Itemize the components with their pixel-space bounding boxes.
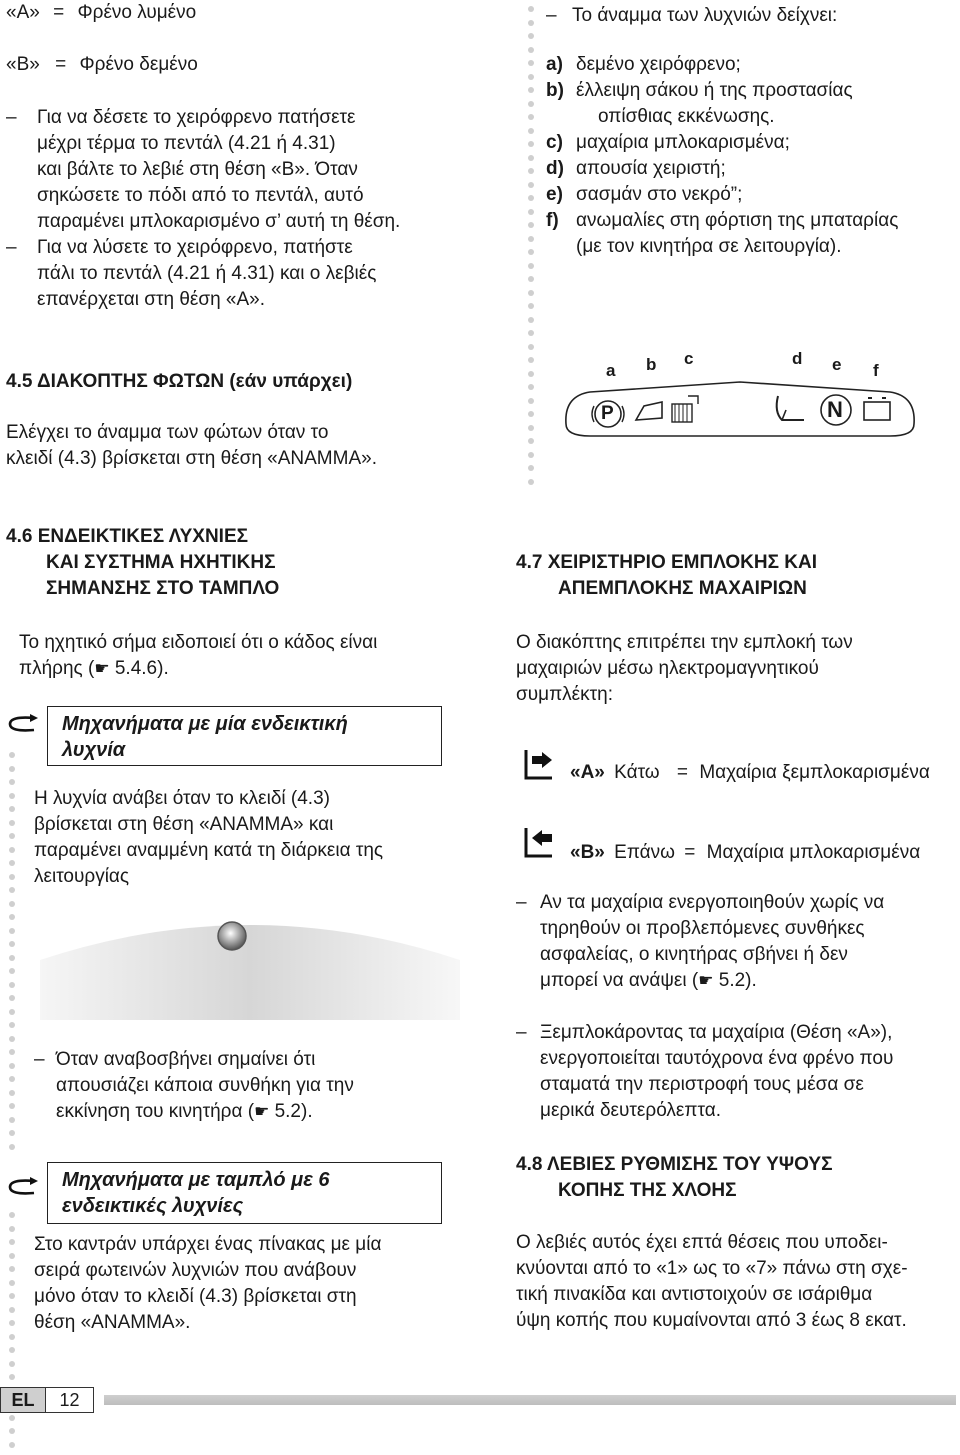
panel-label-c: c bbox=[684, 349, 694, 368]
footer-lang-badge: EL bbox=[0, 1387, 46, 1413]
section-4-6-intro bbox=[19, 630, 377, 682]
list-item bbox=[546, 208, 898, 234]
pointer-icon: ☛ bbox=[698, 971, 714, 991]
pos-b-eq: = bbox=[55, 54, 67, 75]
pos-a-eq: = bbox=[53, 2, 65, 23]
text-line: Αν τα μαχαίρια ενεργοποιηθούν χωρίς να bbox=[540, 892, 885, 913]
blade-bullet-1-dash: – bbox=[516, 892, 527, 913]
text-line: πάλι το πεντάλ (4.21 ή 4.31) και ο λεβιές bbox=[37, 263, 377, 284]
footer-page-number: 12 bbox=[46, 1387, 94, 1413]
item-text: δεμένο χειρόφρενο; bbox=[576, 54, 741, 75]
list-item bbox=[546, 52, 898, 78]
pos-b-text: Μαχαίρια μπλοκαρισμένα bbox=[706, 842, 921, 863]
text-line: λυχνία bbox=[62, 739, 126, 761]
text-line: μόνο όταν το κλειδί (4.3) βρίσκεται στη bbox=[34, 1286, 357, 1307]
dotted-divider bbox=[528, 6, 536, 492]
text-line: Στο καντράν υπάρχει ένας πίνακας με μία bbox=[34, 1234, 382, 1255]
item-text: οπίσθιας εκκένωσης. bbox=[598, 106, 775, 127]
title-line: 4.8 ΛΕΒΙΕΣ ΡΥΘΜΙΣΗΣ ΤΟΥ ΥΨΟΥΣ bbox=[516, 1154, 833, 1175]
lamp-panel-image bbox=[40, 900, 460, 1020]
text-line: ύψη κοπής που κυμαίνονται από 3 έως 8 εκατ. bbox=[516, 1310, 907, 1331]
lamps-intro-dash: – bbox=[546, 5, 557, 26]
blade-bullet-2-dash: – bbox=[516, 1022, 527, 1043]
pos-a-eq: = bbox=[676, 762, 689, 783]
pos-b-text: Φρένο δεμένο bbox=[79, 54, 198, 75]
text-line: Το ηχητικό σήμα ειδοποιεί ότι ο κάδος είναι bbox=[19, 632, 378, 653]
text-line: τηρηθούν οι προβλεπόμενες συνθήκες bbox=[540, 918, 865, 939]
text-line: τική πινακίδα και αντιστοιχούν σε ισάριθμα bbox=[516, 1284, 873, 1305]
text-line: λειτουργίας bbox=[34, 866, 130, 887]
blade-pos-a bbox=[570, 760, 930, 786]
text-line: παραμένει μπλοκαρισμένο σ’ αυτή τη θέση. bbox=[37, 211, 401, 232]
pos-b-key: «B» bbox=[570, 842, 605, 863]
pos-a-dir: Κάτω bbox=[614, 762, 660, 783]
text-line: απουσιάζει κάποια συνθήκη για την bbox=[56, 1075, 354, 1096]
item-key: c) bbox=[546, 132, 563, 153]
text-line: ασφαλείας, ο κινητήρας σβήνει ή δεν bbox=[540, 944, 848, 965]
text-line: κνύονται από το «1» ως το «7» πάνω στη σχε- bbox=[516, 1258, 908, 1279]
panel-label-b: b bbox=[646, 355, 657, 374]
text-line: Ελέγχει το άναμμα των φώτων όταν το bbox=[6, 422, 329, 443]
panel-label-e: e bbox=[832, 355, 842, 374]
title-line: ΑΠΕΜΠΛΟΚΗΣ ΜΑΧΑΙΡΙΩΝ bbox=[558, 578, 807, 599]
text-line: ενδεικτικές λυχνίες bbox=[62, 1195, 244, 1217]
text-line: Ο διακόπτης επιτρέπει την εμπλοκή των bbox=[516, 632, 853, 653]
item-key: f) bbox=[546, 210, 559, 231]
text-line: σηκώσετε το πόδι από το πεντάλ, αυτό bbox=[37, 185, 364, 206]
curved-arrow-icon bbox=[4, 1175, 44, 1199]
brake-bullet-2 bbox=[37, 235, 376, 313]
box-six-lamps bbox=[47, 1162, 442, 1224]
list-item bbox=[546, 182, 898, 208]
pos-a-key: «A» bbox=[570, 762, 605, 783]
text-line: βρίσκεται στη θέση «ΑΝΑΜΜΑ» και bbox=[34, 814, 334, 835]
text-line: μαχαιριών μέσω ηλεκτρομαγνητικού bbox=[516, 658, 819, 679]
panel-n-symbol: N bbox=[827, 397, 843, 422]
title-line: ΚΑΙ ΣΥΣΤΗΜΑ ΗΧΗΤΙΚΗΣ bbox=[46, 552, 276, 573]
section-4-8-title bbox=[516, 1152, 833, 1204]
brake-pos-a bbox=[6, 0, 196, 26]
text-line: Όταν αναβοσβήνει σημαίνει ότι bbox=[56, 1049, 316, 1070]
text-line: Μηχανήματα με μία ενδεικτική bbox=[62, 713, 348, 735]
section-4-5-body bbox=[6, 420, 377, 472]
text-line: μπορεί να ανάψει (☛ 5.2). bbox=[540, 970, 757, 991]
pointer-icon: ☛ bbox=[94, 659, 110, 679]
text-line: παραμένει αναμμένη κατά τη διάρκεια της bbox=[34, 840, 384, 861]
item-text: μαχαίρια μπλοκαρισμένα; bbox=[576, 132, 790, 153]
pos-a-key: «A» bbox=[6, 2, 40, 23]
item-text: ανωμαλίες στη φόρτιση της μπαταρίας bbox=[576, 210, 899, 231]
text-line: μέχρι τέρμα το πεντάλ (4.21 ή 4.31) bbox=[37, 133, 336, 154]
text-line: Μηχανήματα με ταμπλό με 6 bbox=[62, 1169, 330, 1191]
text-line: πλήρης (☛ 5.4.6). bbox=[19, 658, 169, 679]
blade-bullet-2 bbox=[540, 1020, 893, 1124]
title-line: ΚΟΠΗΣ ΤΗΣ ΧΛΟΗΣ bbox=[558, 1180, 737, 1201]
item-key: d) bbox=[546, 158, 564, 179]
lamps-intro: Το άναμμα των λυχνιών δείχνει: bbox=[572, 5, 838, 26]
item-text: απουσία χειριστή; bbox=[576, 158, 726, 179]
title-line: ΣΗΜΑΝΣΗΣ ΣΤΟ ΤΑΜΠΛΟ bbox=[46, 578, 280, 599]
section-4-6-title bbox=[6, 524, 279, 602]
blade-pos-b bbox=[570, 840, 920, 866]
blade-bullet-1 bbox=[540, 890, 884, 994]
list-item bbox=[546, 234, 898, 260]
pos-a-text: Μαχαίρια ξεμπλοκαρισμένα bbox=[699, 762, 930, 783]
item-key: b) bbox=[546, 80, 564, 101]
item-key: e) bbox=[546, 184, 563, 205]
lamps-list bbox=[546, 52, 898, 260]
brake-bullet-1-dash: – bbox=[6, 107, 17, 128]
text-line: Ξεμπλοκάροντας τα μαχαίρια (Θέση «Α»), bbox=[540, 1022, 893, 1043]
blink-bullet-dash: – bbox=[34, 1049, 45, 1070]
brake-bullet-2-dash: – bbox=[6, 237, 17, 258]
footer-rule bbox=[104, 1395, 956, 1405]
text-line: ενεργοποιείται ταυτόχρονα ένα φρένο που bbox=[540, 1048, 894, 1069]
panel-label-d: d bbox=[792, 349, 803, 368]
dotted-divider bbox=[9, 752, 17, 1157]
lamp-description bbox=[34, 786, 383, 890]
section-4-7-title bbox=[516, 550, 817, 602]
brake-bullet-1 bbox=[37, 105, 400, 235]
list-item bbox=[546, 104, 898, 130]
text-line: κλειδί (4.3) βρίσκεται στη θέση «ΑΝΑΜΜΑ». bbox=[6, 448, 377, 469]
text-line: θέση «ΑΝΑΜΜΑ». bbox=[34, 1312, 191, 1333]
section-4-7-body bbox=[516, 630, 853, 708]
text-line: Για να δέσετε το χειρόφρενο πατήσετε bbox=[37, 107, 356, 128]
text-line: Η λυχνία ανάβει όταν το κλειδί (4.3) bbox=[34, 788, 330, 809]
text-line: Για να λύσετε το χειρόφρενο, πατήστε bbox=[37, 237, 353, 258]
dotted-divider bbox=[9, 1212, 17, 1455]
item-text: σασμάν στο νεκρό”; bbox=[576, 184, 743, 205]
pos-a-text: Φρένο λυμένο bbox=[77, 2, 197, 23]
blink-bullet bbox=[56, 1047, 354, 1125]
text-line: εκκίνηση του κινητήρα (☛ 5.2). bbox=[56, 1101, 313, 1122]
text-line: μερικά δευτερόλεπτα. bbox=[540, 1100, 721, 1121]
text-line: σταματά την περιστροφή τους μέσα σε bbox=[540, 1074, 864, 1095]
pos-b-key: «B» bbox=[6, 54, 40, 75]
panel-description bbox=[34, 1232, 381, 1336]
indicator-panel bbox=[560, 340, 920, 440]
pointer-icon: ☛ bbox=[254, 1102, 270, 1122]
list-item bbox=[546, 130, 898, 156]
lever-down-icon bbox=[522, 748, 556, 784]
item-text: (με τον κινητήρα σε λειτουργία). bbox=[576, 236, 842, 257]
item-key: a) bbox=[546, 54, 563, 75]
text-line: συμπλέκτη: bbox=[516, 684, 613, 705]
title-line: 4.7 ΧΕΙΡΙΣΤΗΡΙΟ ΕΜΠΛΟΚΗΣ ΚΑΙ bbox=[516, 552, 818, 573]
panel-bar bbox=[560, 376, 920, 440]
section-4-5-title: 4.5 ΔΙΑΚΟΠΤΗΣ ΦΩΤΩΝ (εάν υπάρχει) bbox=[6, 371, 353, 392]
text-line: σειρά φωτεινών λυχνιών που ανάβουν bbox=[34, 1260, 357, 1281]
panel-label-a: a bbox=[606, 361, 616, 380]
box-single-lamp bbox=[47, 706, 442, 766]
pos-b-dir: Επάνω bbox=[614, 842, 675, 863]
lever-up-icon bbox=[522, 826, 556, 862]
list-item bbox=[546, 78, 898, 104]
text-line: και βάλτε το λεβιέ στη θέση «Β». Όταν bbox=[37, 159, 358, 180]
item-text: έλλειψη σάκου ή της προστασίας bbox=[576, 80, 853, 101]
pos-b-eq: = bbox=[684, 842, 696, 863]
text-line: επανέρχεται στη θέση «Α». bbox=[37, 289, 266, 310]
section-4-8-body bbox=[516, 1230, 908, 1334]
curved-arrow-icon bbox=[4, 712, 44, 736]
panel-label-f: f bbox=[873, 361, 879, 380]
panel-p-symbol: P bbox=[601, 403, 614, 424]
brake-pos-b bbox=[6, 52, 198, 78]
text-line: Ο λεβιές αυτός έχει επτά θέσεις που υποδει- bbox=[516, 1232, 888, 1253]
title-line: 4.6 ΕΝΔΕΙΚΤΙΚΕΣ ΛΥΧΝΙΕΣ bbox=[6, 526, 249, 547]
list-item bbox=[546, 156, 898, 182]
